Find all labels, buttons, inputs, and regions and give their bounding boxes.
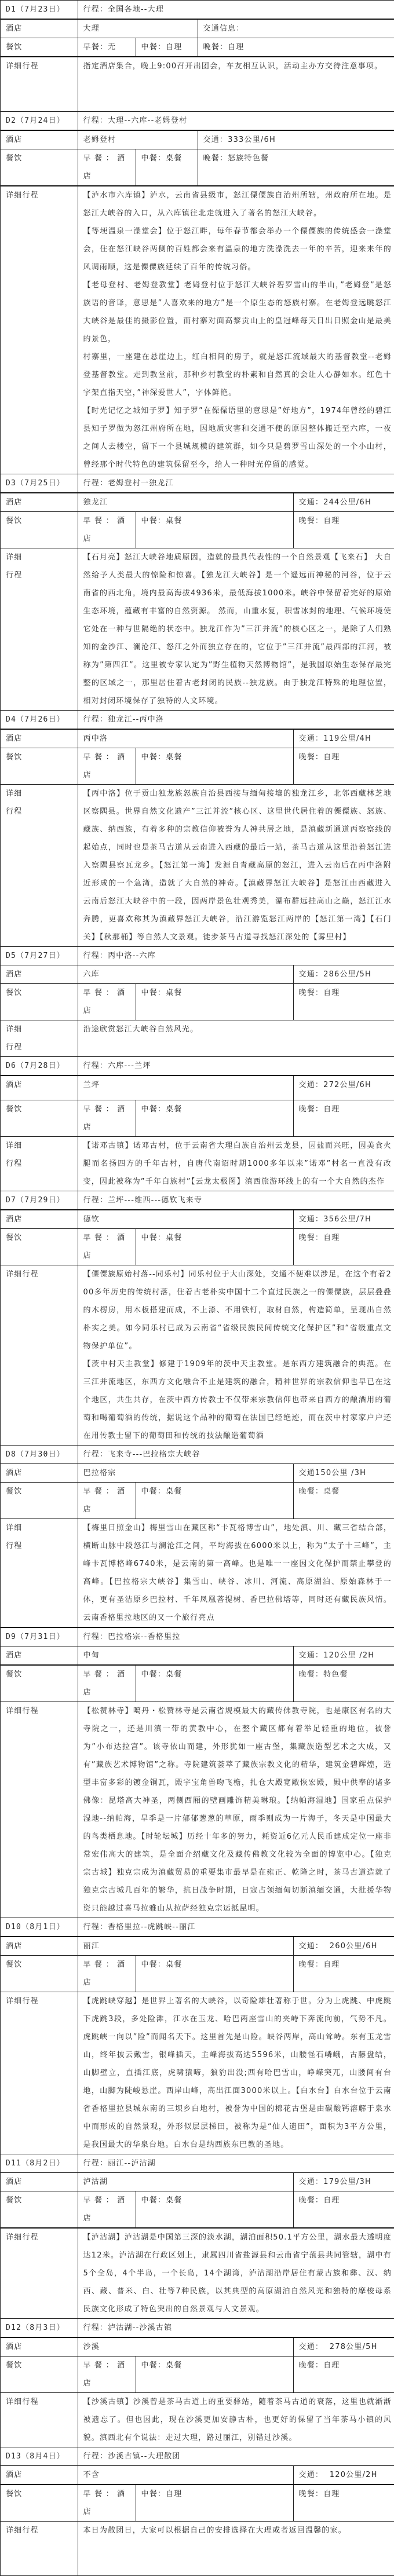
meals-label: 餐饮 xyxy=(1,38,78,57)
hotel-label: 酒店 xyxy=(1,130,78,149)
day-header-row xyxy=(1,1057,394,1076)
lunch: 中餐：桌餐 xyxy=(136,1483,293,1519)
detail-paragraph: 【丙中洛】位于贡山独龙族怒族自治县西接与缅甸接壤的独龙江乡，北邻西藏林芝地区察隅县。世界自然文化遗产”三江并流”核心区、这里世代居住着的傈僳族、怒族、藏族、纳西族，有着多种的宗教信仰被誉为人神共居之地，是滇藏新通道丙察察线的起始点，同时也是茶马古道从云南进入西藏的最后一站，茶马古道从这里沿着怒江进入察隅县察瓦龙乡。【怒江第一湾】发源自青藏高原的怒江，进入云南后在丙中洛附近形成的一个急湾，造就了大自然的神奇。【滇藏界怒江大峡谷】是怒江由西藏进入云南后怒江大峡谷中的一段，因两岸景色壮观秀美，瀑布群远挂高山之巅，怒江江水奔腾，更喜欢称其为滇藏界怒江大峡谷，沿江游览怒江两岸的【怒江第一湾】【石门关】【秋那桶】等自然人文景观。徒步茶马古道寻找怒江深处的【雾里村】 xyxy=(83,789,392,942)
detail-text xyxy=(78,2522,394,2576)
transport-info: 交通150公里 /3H xyxy=(293,1464,394,1483)
detail-paragraph: 沿途欣赏怒江大峡谷自然风光。 xyxy=(83,1025,199,1034)
dinner: 晚餐：自理 xyxy=(293,748,394,785)
transport-info: 交通：119公里/4H xyxy=(293,729,394,748)
meals-row xyxy=(1,1956,394,1992)
detail-text xyxy=(78,1702,394,1918)
breakfast: 早 餐 ： 酒店 xyxy=(78,748,136,785)
breakfast: 早 餐 ： 酒店 xyxy=(78,1665,136,1702)
detail-text xyxy=(78,1020,394,1057)
dinner: 晚餐：自理 xyxy=(293,2191,394,2229)
hotel-label: 酒店 xyxy=(1,1464,78,1483)
detail-paragraph: 【石月亮】怒江大峡谷地质原因，造就的最具代表性的一个自然景观【飞来石】 大自然给予人类最大的惊险和惊喜。【独龙江大峡谷】是一个遥远而神秘的河谷，位于云南省的西北角，境内最高海拔4936米，最低海拔1000米。峡谷中保留着完好的原始生态环境，蕴藏有丰富的自然资源。 然而，山重水复，积雪冰封的地理、气候环境使它处在一种与世隔绝的状态中。独龙江作为”三江并流”的核心区之一，是除了人们熟知的金沙江、澜沧江、怒江之外而独立存在的，它位于”三江并流”最西部的江河，被称为”第四江”。这里被专家认定为”野生植物天然博物馆”，是我国原始生态保存最完整的区域之一，那里居住着古老封闭的民族--独龙族。由于独龙江特殊的地理位置，相对封闭环境保存了独特的人文环境。 xyxy=(83,553,392,705)
detail-paragraph: 【老母登村、老姆登教堂】老姆登村位于怒江大峡谷碧罗雪山的半山，”老姆登”是怒族语的音译，意思是”人喜欢来的地方”是一个原生态的怒族村寨。在老姆登远眺怒江大峡谷是最佳的摄影位置，而村寨对面高黎贡山上的皇冠峰每天日出日照金山是最美的景色， xyxy=(83,281,392,343)
meals-row xyxy=(1,1665,394,1702)
hotel-label: 酒店 xyxy=(1,493,78,512)
day-header-row xyxy=(1,947,394,965)
meals-row xyxy=(1,1483,394,1519)
day-date: D11（8月2日） xyxy=(1,2154,78,2173)
breakfast: 早 餐 ： 酒店 xyxy=(78,2357,136,2393)
day-table-d10 xyxy=(1,1918,394,2154)
detail-label: 详细行程 xyxy=(1,2522,78,2576)
hotel-value: 独龙江 xyxy=(78,493,293,512)
transport-info: 交通： 260公里/6H xyxy=(293,1937,394,1956)
day-date: D6（7月28日） xyxy=(1,1057,78,1076)
day-route: 行程：老姆登村一独龙江 xyxy=(78,474,394,493)
dinner: 晚餐：自理 xyxy=(293,2357,394,2393)
detail-paragraph: 村寨里，一座建在悬崖边上，红白相间的房子，就是怒江流域最大的基督教堂--老姆登基督教堂。走到教堂前，那种乡村教堂的朴素和自然真的会让人心静如水。红色十字架直指天空，”神深爱世人”，字体鲜艳。 xyxy=(83,353,392,397)
hotel-label: 酒店 xyxy=(1,19,78,38)
detail-text xyxy=(78,1992,394,2154)
detail-paragraph: 【茨中村天主教堂】修建于1909年的茨中天主教堂。是东西方建筑融合的典范。在三江并流地区，东西方文化融合不止是建筑的融合，精神世界的宗教信仰也早已在这个地区，共生共存，在茨中西方传教士不仅带来宗教信仰也带来自西方的酿酒用的葡萄和喝葡萄酒的传统，据说这个品种的葡萄在法国已经绝迹，而在茨中村家家户户还在用传教士留下的葡萄田和传统的技法酿造葡萄酒 xyxy=(83,1360,392,1440)
dinner: 晚餐：自理 xyxy=(293,1956,394,1992)
transport-info: 交通：244公里/6H xyxy=(293,493,394,512)
day-route: 行程：沙溪古镇--大理散团 xyxy=(78,2447,394,2466)
day-date: D10（8月1日） xyxy=(1,1918,78,1937)
breakfast: 早 餐 ： 酒店 xyxy=(78,2191,136,2229)
breakfast: 早 餐 ： 酒店 xyxy=(78,984,136,1020)
lunch: 中餐：桌餐 xyxy=(136,1100,293,1137)
hotel-label: 酒店 xyxy=(1,1646,78,1666)
detail-row xyxy=(1,186,394,474)
meals-label: 餐饮 xyxy=(1,748,78,785)
transport-info: 交通：179公里/3H xyxy=(293,2173,394,2191)
dinner: 晚餐：自理 xyxy=(293,984,394,1020)
detail-paragraph: 【时光记忆之城知子罗】知子罗”在傈僳语里的意思是”好地方”，1974年曾经的碧江县知子罗做为怒江州府所在地，因地质灾害和交通不便的原因整体搬迁至六库，一夜之间人去楼空，留下一个县城规模的建筑群，如今只是碧罗雪山深处的一个小山村，曾经那个时代特色的建筑保留至今，给人一种时光停留的感觉。 xyxy=(83,407,392,469)
hotel-label: 酒店 xyxy=(1,2173,78,2191)
detail-text xyxy=(78,548,394,711)
meals-row xyxy=(1,38,394,57)
detail-label: 详细行程 xyxy=(1,1702,78,1918)
detail-label: 详细行程 xyxy=(1,2228,78,2318)
day-header-row xyxy=(1,2154,394,2173)
detail-label: 详细 行程 xyxy=(1,548,78,711)
day-route: 行程：全国各地--大理 xyxy=(78,1,394,20)
detail-row xyxy=(1,1702,394,1918)
hotel-label: 酒店 xyxy=(1,2466,78,2485)
breakfast: 早 餐 ： 酒店 xyxy=(78,1483,136,1519)
day-table-d2 xyxy=(1,111,394,474)
day-route: 行程：大理--六库--老姆登村 xyxy=(78,112,394,131)
hotel-row xyxy=(1,1075,394,1100)
detail-label: 详细行程 xyxy=(1,2393,78,2447)
transport-info: 交通：286公里/5H xyxy=(293,965,394,984)
hotel-label: 酒店 xyxy=(1,965,78,984)
dinner: 晚餐：自理 xyxy=(293,2484,394,2522)
detail-label: 详细 行程 xyxy=(1,1519,78,1627)
day-header-row xyxy=(1,1191,394,1210)
day-table-d3 xyxy=(1,474,394,710)
lunch: 中餐：桌餐 xyxy=(136,2191,293,2229)
day-route: 行程：香格里拉--虎跳峡--丽江 xyxy=(78,1918,394,1937)
transport-info: 交通： 120公里/2H xyxy=(293,2466,394,2485)
dinner: 晚餐：特色餐 xyxy=(293,1665,394,1702)
hotel-value: 丽江 xyxy=(78,1937,293,1956)
detail-row xyxy=(1,2228,394,2318)
meals-row xyxy=(1,2357,394,2393)
detail-paragraph: 【虎跳峡穿越】是世界上著名的大峡谷，以奇险雄壮著称于世。分为上虎跳、中虎跳下虎跳3段，多处险滩，江水在玉龙、哈巴两座雪山的夹峙下奔流向前，气势不凡。虎跳峡一向以”险”而闻名天下。这里首先是山险。峡谷两岸，高山耸峙。东有玉龙雪山，终年披云戴雪，银峰插天，主峰海拔高达5596米，山腰怪石嶙峨，古藤盘结，山脚壁立，直插江底，虎啸猿啼，狼豹出没;西有哈巴雪山，峥嵘突兀，山腰间有台地，山脚为陡峻悬崖。西岸山峰，高出江面3000米以上。【白水台】白水台位于云南省香格里拉县城东南的三坝乡白地村，被誉为中国的棉花古堡是由碳酸钙溶解于泉水中而形成的自然景观，外形似层层梯田，被称为是“仙人遗田”，面积为3平方公里，是我国最大的华泉台地。白水台是纳西族东巴教的圣地。 xyxy=(83,1997,392,2149)
hotel-value: 不含 xyxy=(78,2466,293,2485)
dinner: 晚餐：自理 xyxy=(293,512,394,548)
meals-label: 餐饮 xyxy=(1,1100,78,1137)
transport-info: 交通：272公里/6H xyxy=(293,1075,394,1100)
detail-paragraph: 【沙溪古镇】沙溪曾是茶马古道上的重要驿站，随着茶马古道的衰落，这里也就渐渐被遗忘了。但也因此，现在沙溪更加安静古朴，也更好的保留了当年茶马小镇的风貌。滇西北有个说法：走过大理，路过丽江，别错过沙溪。 xyxy=(83,2398,392,2442)
day-table-d13 xyxy=(1,2447,394,2575)
day-header-row xyxy=(1,474,394,493)
detail-text xyxy=(78,1265,394,1446)
breakfast: 早 餐 ： 酒店 xyxy=(78,1229,136,1265)
detail-label: 详细 行程 xyxy=(1,1137,78,1191)
hotel-row xyxy=(1,1646,394,1666)
hotel-row xyxy=(1,130,394,149)
hotel-row xyxy=(1,729,394,748)
day-header-row xyxy=(1,711,394,730)
hotel-row xyxy=(1,1210,394,1229)
hotel-label: 酒店 xyxy=(1,1075,78,1100)
meals-label: 餐饮 xyxy=(1,2484,78,2522)
day-date: D12（8月3日） xyxy=(1,2319,78,2338)
detail-text xyxy=(78,2228,394,2318)
lunch: 中餐：桌餐 xyxy=(136,984,293,1020)
meals-label: 餐饮 xyxy=(1,149,78,186)
meals-label: 餐饮 xyxy=(1,2357,78,2393)
detail-text xyxy=(78,57,394,111)
meals-label: 餐饮 xyxy=(1,1665,78,1702)
detail-row xyxy=(1,57,394,111)
hotel-value: 巴拉格宗 xyxy=(78,1464,293,1483)
detail-text xyxy=(78,186,394,474)
detail-row xyxy=(1,548,394,711)
dinner: 晚餐：桌餐 xyxy=(293,1483,394,1519)
meals-row xyxy=(1,149,394,186)
detail-label: 详细行程 xyxy=(1,1992,78,2154)
meals-label: 餐饮 xyxy=(1,512,78,548)
detail-row xyxy=(1,1137,394,1191)
detail-row xyxy=(1,785,394,947)
detail-label: 详细 行程 xyxy=(1,1020,78,1057)
detail-row xyxy=(1,1265,394,1446)
detail-text xyxy=(78,1519,394,1627)
day-date: D4（7月26日） xyxy=(1,711,78,730)
day-table-d4 xyxy=(1,710,394,946)
hotel-row xyxy=(1,2173,394,2191)
day-header-row xyxy=(1,112,394,131)
dinner: 晚餐：自理 xyxy=(293,1100,394,1137)
hotel-label: 酒店 xyxy=(1,1937,78,1956)
dinner: 晚餐：自理 xyxy=(293,1229,394,1265)
day-route: 行程：兰坪---维西---德钦飞来寺 xyxy=(78,1191,394,1210)
day-route: 行程：巴拉格宗--香格里拉 xyxy=(78,1627,394,1646)
hotel-value: 老姆登村 xyxy=(78,130,198,149)
transport-info: 交通信息： xyxy=(198,19,394,38)
lunch: 中餐：桌餐 xyxy=(136,1229,293,1265)
detail-paragraph: 【傈僳族原始村落--同乐村】同乐村位于大山深处，交通不便难以涉足，在这个有着200多年历史的传统村落，住着古老朴实中国十二个直过民族之一的傈僳族，层层叠叠的木楞房，用木板搭建而成，不上漆、不用铁钉，取材自然，构造简单，呈现出自然朴实之美。如今同乐村已成为云南省“省级民族民间传统文化保护区”和“省级重点文物保护单位”。 xyxy=(83,1270,392,1351)
breakfast: 早 餐 ： 酒店 xyxy=(78,512,136,548)
transport-info: 交通： 278公里/5H xyxy=(293,2337,394,2357)
hotel-label: 酒店 xyxy=(1,729,78,748)
detail-label: 详细行程 xyxy=(1,186,78,474)
breakfast: 早 餐 ： 酒店 xyxy=(78,1100,136,1137)
hotel-value: 中甸 xyxy=(78,1646,293,1666)
meals-row xyxy=(1,512,394,548)
detail-paragraph: 指定酒店集合，晚上9:00召开出团会，车友相互认识，活动主办方交待注意事项。 xyxy=(83,62,383,71)
day-header-row xyxy=(1,1,394,20)
hotel-value: 沙溪 xyxy=(78,2337,293,2357)
meals-row xyxy=(1,748,394,785)
lunch: 中餐：桌餐 xyxy=(136,1956,293,1992)
day-table-d6 xyxy=(1,1056,394,1191)
hotel-value: 丙中洛 xyxy=(78,729,293,748)
detail-label: 详细 行程 xyxy=(1,785,78,947)
day-table-d7 xyxy=(1,1191,394,1445)
detail-row xyxy=(1,2393,394,2447)
lunch: 中餐：桌餐 xyxy=(136,149,198,186)
hotel-value: 六库 xyxy=(78,965,293,984)
detail-label: 详细行程 xyxy=(1,57,78,111)
hotel-row xyxy=(1,19,394,38)
day-date: D9（7月31日） xyxy=(1,1627,78,1646)
day-route: 行程：飞来寺---巴拉格宗大峡谷 xyxy=(78,1446,394,1464)
detail-text xyxy=(78,785,394,947)
day-table-d11 xyxy=(1,2154,394,2318)
day-header-row xyxy=(1,2319,394,2338)
lunch: 中餐：桌餐 xyxy=(136,748,293,785)
detail-paragraph: 【等埂温泉一澡堂会】位于怒江畔，每年春节都会举办一个傈僳族的传统盛会一澡堂会，住在怒江峡谷两侧的百姓都会来有温泉的地方洗澡洗去一年的辛苦，迎来来年的风调雨顺，这是傈僳族延续了百年的传统习俗。 xyxy=(83,227,392,272)
day-date: D2（7月24日） xyxy=(1,112,78,131)
meals-label: 餐饮 xyxy=(1,1483,78,1519)
lunch: 中餐：桌餐 xyxy=(136,2357,293,2393)
detail-paragraph: 【泸沽湖】泸沽湖是中国第三深的淡水湖，湖泊面积50.1平方公里，湖水最大透明度达12米。泸沽湖在行政区划上，隶属四川省盐源县和云南省宁蒗县共同管辖，湖中有5个全岛，4个半岛，一个长岛，14个湖湾，泸沽湖沿岸居住有蒙古族和彝、汉、纳西、藏、普米、白、壮等7种民族，以其典型的高原湖泊自然风光和独特的摩梭母系民族文化形成了特色突出的自然景观与人文景观。 xyxy=(83,2233,392,2314)
meals-label: 餐饮 xyxy=(1,1956,78,1992)
transport-info: 交通：120公里 /2H xyxy=(293,1646,394,1666)
hotel-row xyxy=(1,1937,394,1956)
day-table-d8 xyxy=(1,1445,394,1627)
hotel-row xyxy=(1,965,394,984)
detail-row xyxy=(1,1519,394,1627)
day-table-d5 xyxy=(1,946,394,1056)
day-date: D13（8月4日） xyxy=(1,2447,78,2466)
hotel-row xyxy=(1,2337,394,2357)
hotel-value: 泸沽湖 xyxy=(78,2173,293,2191)
day-date: D7（7月29日） xyxy=(1,1191,78,1210)
day-table-d1 xyxy=(1,0,394,111)
day-date: D5（7月27日） xyxy=(1,947,78,965)
breakfast: 早 餐 ： 酒店 xyxy=(78,2484,136,2522)
breakfast: 早餐：无 xyxy=(78,38,136,57)
hotel-value: 德钦 xyxy=(78,1210,293,1229)
hotel-value: 大理 xyxy=(78,19,198,38)
day-header-row xyxy=(1,1627,394,1646)
day-route: 行程：泸沽湖--沙溪古镇 xyxy=(78,2319,394,2338)
meals-label: 餐饮 xyxy=(1,984,78,1020)
meals-label: 餐饮 xyxy=(1,2191,78,2229)
meals-row xyxy=(1,1229,394,1265)
breakfast: 早 餐 ： 酒店 xyxy=(78,1956,136,1992)
day-table-d12 xyxy=(1,2318,394,2447)
detail-paragraph: 【松赞林寺】噶丹・松赞林寺是云南省规模最大的藏传佛教寺院，也是康区有名的大寺院之一，还是川滇一带的黄教中心，在整个藏区都有着举足轻重的地位，被誉为”小布达拉宫”。该寺依山而建，外形犹如一座古堡，集藏族造型艺术之大成，又有”藏族艺术博物馆”之称。寺院建筑荟萃了藏族宗教文化的精华，建筑金碧辉煌，造型丰富多彩的镀金铜瓦，殿宇宝角兽吻飞檐，扎仓大殿宽敞恢宏殿，殿中供奉的诸多佛像：昆塔高大神圣，两侧西厢的壁画雕饰精美琳琅。【纳帕海湿地】国家重点保护湿地--纳帕海，旱季是一片郁郁葱葱的草原，雨季则成为一片海子，冬天是中国最大的鸟类栖息地。【时轮坛城】历经十年多的努力，耗资近6亿元人民币建成定位一座非常宏伟高大的建筑，是全面介绍藏文化及藏传佛教文化较为全面的博览中心。【独克宗古城】独克宗成为滇藏贸易的重要集市最早是在雍正、乾隆之时，茶马古道造就了独克宗古城几百年的繁华，抗日战争时期，日寇占领缅甸切断滇缅交通，大批援华物资只能越过喜马拉雅山从拉萨经独克宗运抵昆明。 xyxy=(83,1707,392,1913)
hotel-value: 兰坪 xyxy=(78,1075,293,1100)
hotel-row xyxy=(1,2466,394,2485)
day-route: 行程：丽江--泸沽湖 xyxy=(78,2154,394,2173)
day-header-row xyxy=(1,1918,394,1937)
detail-row xyxy=(1,2522,394,2576)
transport-info: 交通：356公里/7H xyxy=(293,1210,394,1229)
meals-row xyxy=(1,984,394,1020)
transport-info: 交通：333公里/6H xyxy=(198,130,394,149)
day-date: D3（7月25日） xyxy=(1,474,78,493)
detail-paragraph: 【梅里日照金山】梅里雪山在藏区称“卡瓦格博雪山”，地处滇、川、藏三省结合部，横断山脉中段怒江与澜沧江之间，平均海拔在6000米以上，称为“太子十三峰”，主峰卡瓦博格峰6740米，是云南的第一高峰。也是唯一一座因文化保护而禁止攀登的高峰。【巴拉格宗大峡谷】集雪山、峡谷、冰川、河流、高原湖泊、原始森林于一体，更有圣洁原乡巴拉村、千年凤凰菩提树、香巴拉佛塔等，同时还有藏民族风情。云南香格里拉地区的又一个旅行亮点 xyxy=(83,1524,392,1622)
hotel-row xyxy=(1,1464,394,1483)
dinner: 晚餐：怒族特色餐 xyxy=(198,149,394,186)
day-route: 行程：丙中洛--六库 xyxy=(78,947,394,965)
day-table-d9 xyxy=(1,1627,394,1918)
day-date: D1（7月23日） xyxy=(1,1,78,20)
meals-row xyxy=(1,2191,394,2229)
detail-label: 详细行程 xyxy=(1,1265,78,1446)
detail-text xyxy=(78,2393,394,2447)
day-route: 行程：独龙江--丙中洛 xyxy=(78,711,394,730)
lunch: 中餐：桌餐 xyxy=(136,1665,293,1702)
day-route: 行程：六库---兰坪 xyxy=(78,1057,394,1076)
detail-paragraph: 本日为散团日，大家可以根据自己的安排选择在大理或者返回温馨的家。 xyxy=(83,2526,346,2535)
detail-paragraph: 【诺邓古镇】诺邓古村，位于云南省大理白族自治州云龙县，因盐而兴旺，因美食火腿而名扬四方的千年古村，自唐代南诏时期1000多年以来”诺邓”村名一直没有改变，因此被称为”千年白族村”【云龙太极图】滇西旅游环线上的有一个大自然的杰作 xyxy=(83,1141,392,1186)
detail-paragraph: 【泸水市六库镇】泸水，云南省县级市，怒江傈僳族自治州所辖，州政府所在地。是怒江大峡谷的入口，从六库镇往北走就进入了著名的怒江大峡谷。 xyxy=(83,191,392,218)
hotel-label: 酒店 xyxy=(1,2337,78,2357)
day-date: D8（7月30日） xyxy=(1,1446,78,1464)
breakfast: 早 餐 ： 酒店 xyxy=(78,149,136,186)
hotel-row xyxy=(1,493,394,512)
lunch: 中餐：自理 xyxy=(136,38,198,57)
lunch: 中餐：自理 xyxy=(136,2484,293,2522)
detail-row xyxy=(1,1992,394,2154)
meals-label: 餐饮 xyxy=(1,1229,78,1265)
hotel-label: 酒店 xyxy=(1,1210,78,1229)
dinner: 晚餐：自理 xyxy=(198,38,394,57)
detail-row xyxy=(1,1020,394,1057)
day-header-row xyxy=(1,2447,394,2466)
meals-row xyxy=(1,1100,394,1137)
lunch: 中餐：桌餐 xyxy=(136,512,293,548)
detail-text xyxy=(78,1137,394,1191)
meals-row xyxy=(1,2484,394,2522)
day-header-row xyxy=(1,1446,394,1464)
